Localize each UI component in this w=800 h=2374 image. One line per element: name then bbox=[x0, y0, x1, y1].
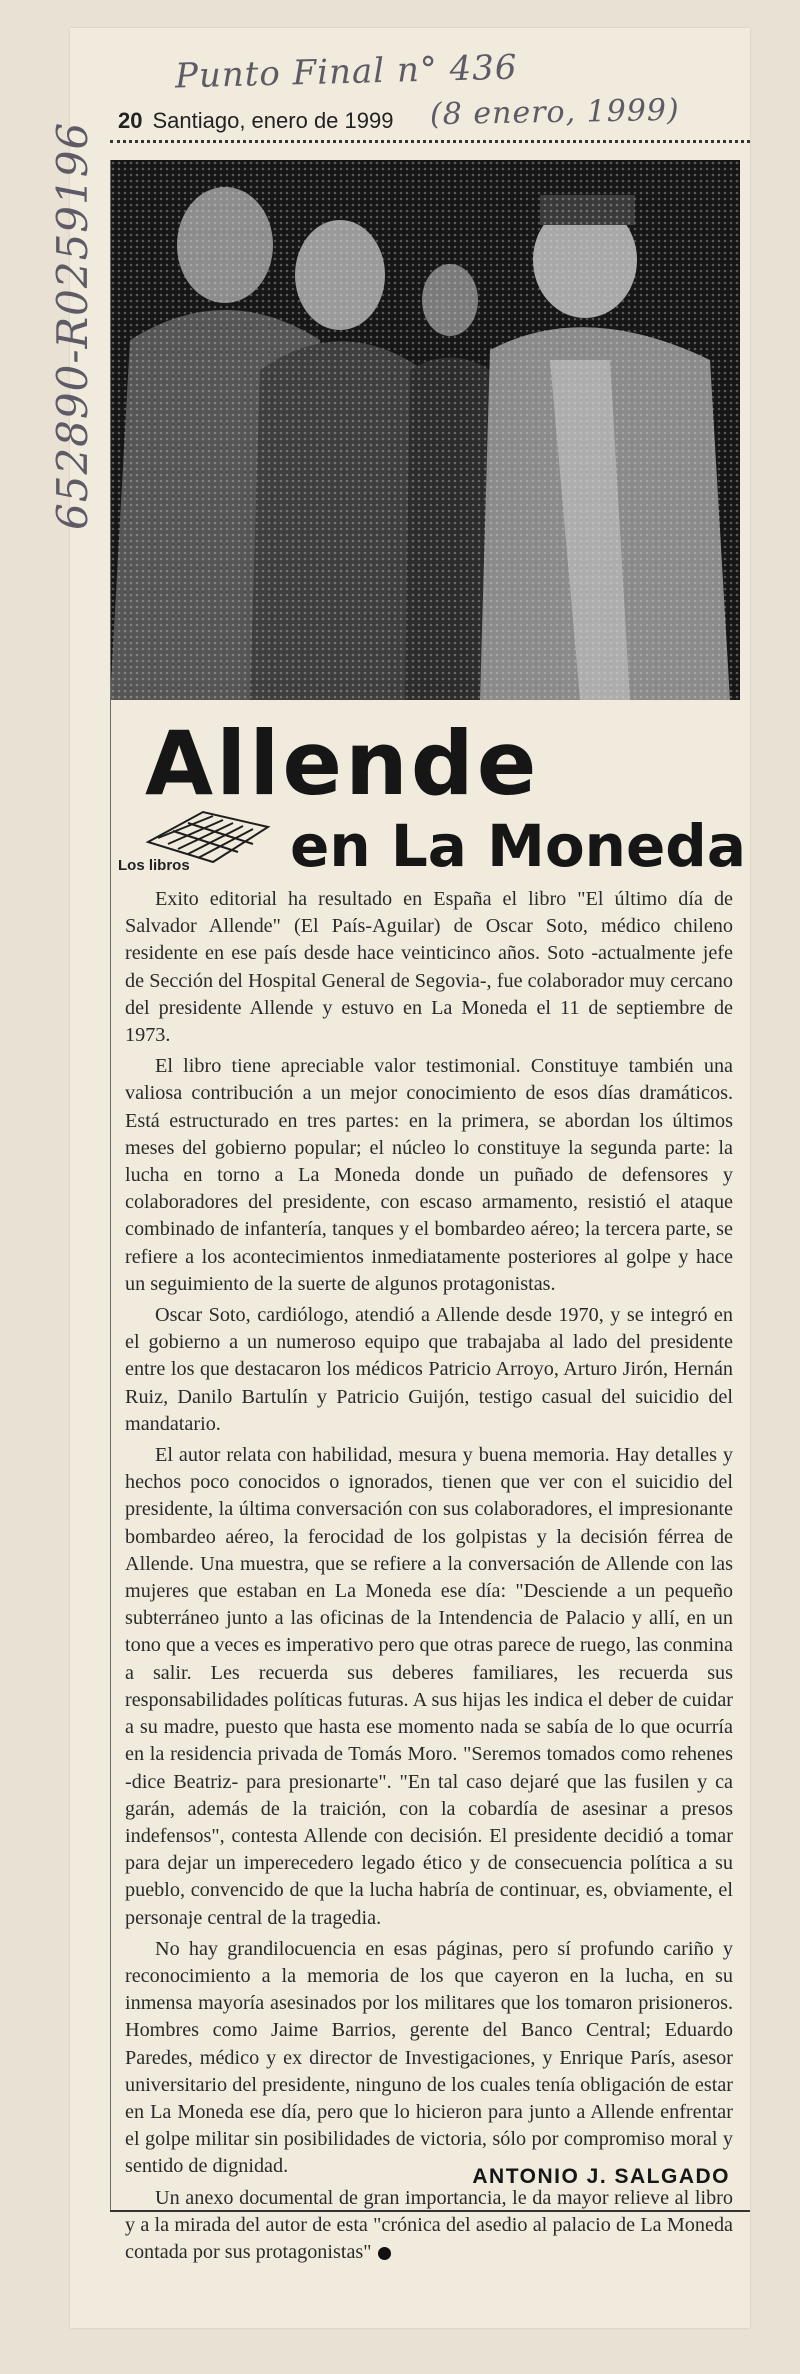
article-paragraph: Oscar Soto, cardiólogo, atendió a Allende desde 1970, y se integró en el gobierno a un numeroso equipo que trabajaba al lado del presidente entre los que destacaron los médicos Patricio Arroyo, Arturo Jirón, Hernán Ruiz, Danilo Bartulín y Patricio Guijón, testigo casual del suicidio del mandatario. bbox=[125, 1304, 733, 1435]
section-label: Los libros bbox=[118, 857, 190, 874]
article-byline: ANTONIO J. SALGADO bbox=[472, 2165, 730, 2188]
headline-main: Allende bbox=[145, 712, 540, 815]
dateline-text: Santiago, enero de 1999 bbox=[152, 108, 394, 133]
left-border-rule bbox=[110, 160, 111, 2210]
final-paragraph-text: Un anexo documental de gran importancia, le da mayor relieve al libro y a la mirada del autor de esta "crónica del asedio al palacio de La Moneda contada por sus protagonistas" bbox=[125, 2186, 733, 2263]
historical-photo bbox=[110, 160, 740, 700]
article-paragraph: El autor relata con habilidad, mesura y buena memoria. Hay detalles y hechos poco conocidos o ignorados, tienen que ver con el suicidio del presidente, la última conversación con sus colaboradores, el impresionante bombardeo aéreo, la ferocidad de los golpistas y la decisión férrea de Allende. Una muestra, que se refiere a la conversación de Allende con las mujeres que estaban en La Moneda ese día: "Desciende a un pequeño subterráneo junto a las oficinas de la Intendencia de Palacio y allí, en un tono que a veces es imperativo pero que otras parece de ruego, las conmina a salir. Les recuerda sus deberes familiares, les recuerda sus responsabilidades políticas futuras. A sus hijas les indica el deber de cuidar a su madre, puesto que hasta ese momento nada se sabía de lo que ocurría en la residencia privada de Tomás Moro. "Seremos tomados como rehenes -dice Beatriz- para presionarte". "En tal caso dejaré que las fusilen y ca garán, además de la traición, con la cobardía de asesinar a presos indefensos", contesta Allende con decisión. El presidente decidió a tomar para dejar un imperecedero legado ético y de consecuencia política a su pueblo, convencido de que la lucha habría de continuar, es, obviamente, el personaje central de la tragedia. bbox=[125, 1444, 733, 1929]
page-number: 20 bbox=[118, 108, 143, 133]
page-dateline bbox=[118, 108, 393, 134]
handwritten-source-note: Punto Final n° 436 bbox=[174, 47, 518, 97]
article-paragraph-final bbox=[125, 2185, 733, 2267]
article-paragraph: No hay grandilocuencia en esas páginas, pero sí profundo cariño y reconocimiento a la memoria de los que cayeron en la lucha, en su inmensa mayoría asesinados por los militares que los tomaron prisioneros. Hombres como Jaime Barrios, gerente del Banco Central; Eduardo Paredes, médico y ex director de Investigaciones, y Enrique París, asesor universitario del presidente, ninguno de los cuales tenía obligación de estar en La Moneda ese día, pero que lo hicieron para junto a Allende enfrentar el golpe militar sin posibilidades de victoria, sólo por compromiso moral y sentido de dignidad. bbox=[125, 1937, 733, 2178]
end-mark-icon bbox=[378, 2247, 391, 2260]
historical-photo-icon bbox=[110, 160, 740, 700]
bottom-rule bbox=[110, 2210, 750, 2212]
top-dotted-rule bbox=[110, 140, 750, 143]
handwritten-archive-number: 652890-R0259196 bbox=[48, 121, 97, 530]
headline-sub: en La Moneda bbox=[290, 812, 746, 880]
article-paragraph: Exito editorial ha resultado en España el libro "El último día de Salvador Allende" (El País-Aguilar) de Oscar Soto, médico chileno residente en ese país desde hace veinticinco años. Soto -actualmente jefe de Sección del Hospital General de Segovia-, fue colaborador muy cercano del presidente Allende y estuvo en La Moneda el 11 de septiembre de 1973. bbox=[125, 888, 733, 1047]
article-body bbox=[125, 886, 733, 2270]
article-paragraph: El libro tiene apreciable valor testimonial. Constituye también una valiosa contribución a un mejor conocimiento de esos días dramáticos. Está estructurado en tres partes: en la primera, se abordan los últimos meses del gobierno popular; el núcleo lo constituye la segunda parte: la lucha en torno a La Moneda donde un puñado de defensores y colaboradores del presidente, con escaso armamento, resistió el ataque combinado de infantería, tanques y el bombardeo aéreo; la tercera parte, se refiere a los acontecimientos inmediatamente posteriores al golpe y hace un seguimiento de la suerte de algunos protagonistas. bbox=[125, 1055, 733, 1295]
handwritten-date-note: (8 enero, 1999) bbox=[429, 92, 680, 133]
